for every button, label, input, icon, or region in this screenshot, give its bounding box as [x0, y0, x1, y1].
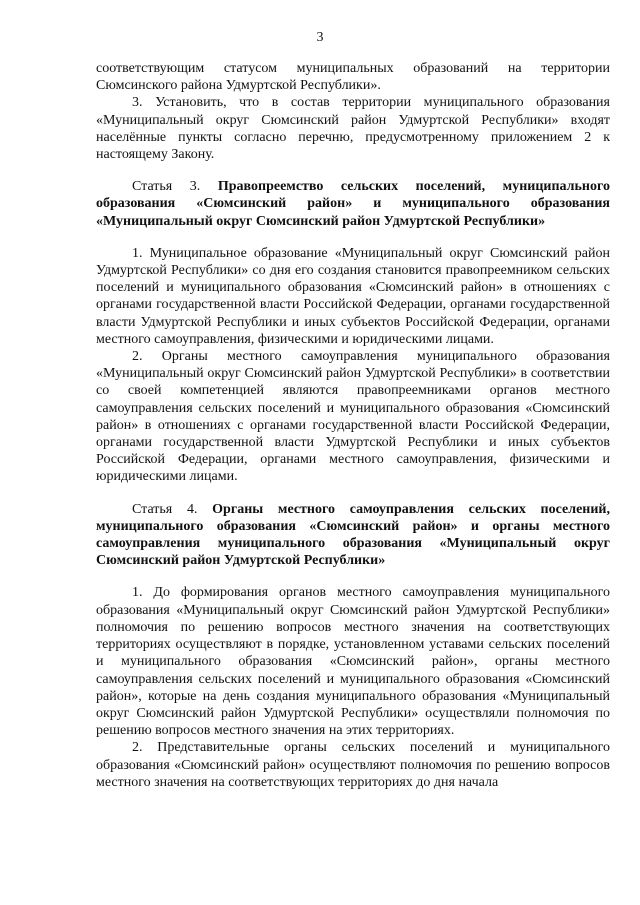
article-3-paragraph-2: 2. Органы местного самоуправления муниципального образования «Муниципальный округ Сюмсинский район Удмуртской Республики» в соответствии со своей компетенцией являются правопреемниками органов местного самоуправления сельских поселений и муниципального образования «Сюмсинский район» в отношениях с органами государственной власти Российской Федерации, органами государственной власти Удмуртской Республики и иных субъектов Российской Федерации, органами местного самоуправления, физическими и юридическими лицами. [96, 349, 610, 485]
article-4-paragraph-2: 2. Представительные органы сельских поселений и муниципального образования «Сюмсинский район» осуществляют полномочия по решению вопросов местного значения на соответствующих территориях до дня начала [96, 740, 610, 790]
article-4-paragraph-1: 1. До формирования органов местного самоуправления муниципального образования «Муниципальный округ Сюмсинский район Удмуртской Республики» полномочия по решению вопросов местного значения на соответствующих территориях осуществляют в порядке, установленном уставами сельских поселений и муниципального образования «Сюмсинский район», органы местного самоуправления сельских поселений и муниципального образования «Сюмсинский район», которые на день создания муниципального образования «Муниципальный округ Сюмсинский район Удмуртской Республики» осуществляли полномочия по решению вопросов местного значения на этих территориях. [96, 585, 610, 739]
article-3-paragraph-1: 1. Муниципальное образование «Муниципальный округ Сюмсинский район Удмуртской Республики» со дня его создания становится правопреемником сельских поселений и муниципального образования «Сюмсинский район» в отношениях с органами государственной власти Российской Федерации, органами государственной власти Удмуртской Республики и иных субъектов Российской Федерации, органами местного самоуправления, физическими и юридическими лицами. [96, 245, 610, 347]
article-3-heading [96, 178, 610, 230]
article-3-prefix: Статья 3. [132, 179, 201, 195]
article-4-heading [96, 501, 610, 570]
paragraph-continuation: соответствующим статусом муниципальных образований на территории Сюмсинского района Удмуртской Республики». [96, 61, 610, 94]
article-4-prefix: Статья 4. [132, 501, 198, 517]
page-number: 3 [316, 30, 324, 45]
document-body [96, 60, 610, 791]
article-4-title: Органы местного самоуправления сельских поселений, муниципального образования «Сюмсинский район» и органы местного самоуправления муниципального образования «Муниципальный округ Сюмсинский район Удмуртской Республики» [96, 501, 610, 569]
paragraph-item-3: 3. Установить, что в состав территории муниципального образования «Муниципальный округ Сюмсинский район Удмуртской Республики» входят населённые пункты согласно перечню, предусмотренному приложением 2 к настоящему Закону. [96, 95, 610, 163]
article-3-title: Правопреемство сельских поселений, муниципального образования «Сюмсинский район» и муниципального образования «Муниципальный округ Сюмсинский район Удмуртской Республики» [96, 179, 610, 229]
